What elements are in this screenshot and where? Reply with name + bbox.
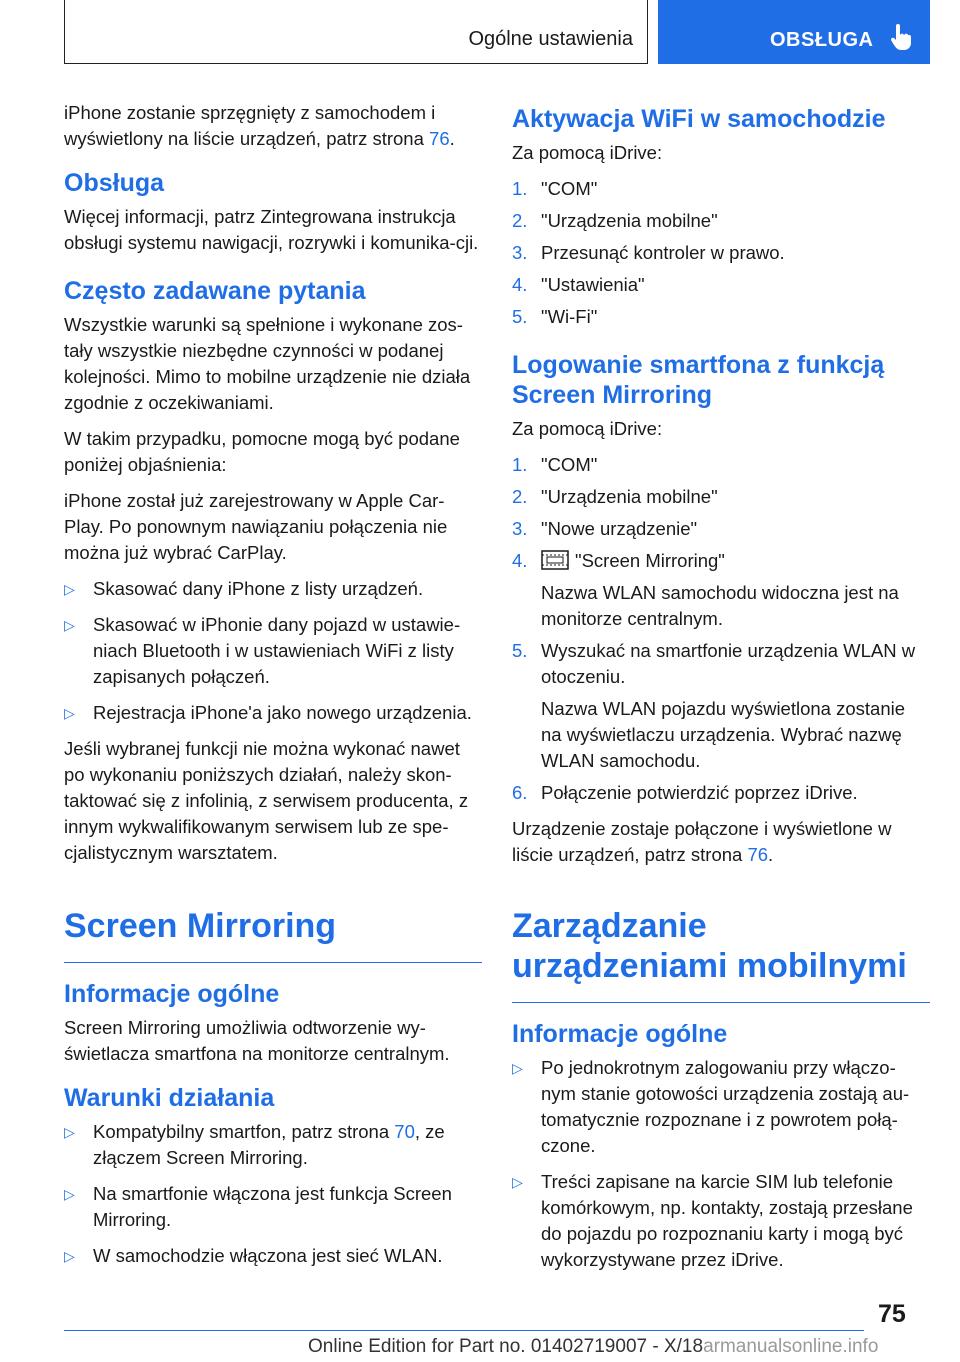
step-note: Nazwa WLAN pojazdu wyświetlona zostanie na wyświetlaczu urządzenia. Wybrać nazwę WLAN samochodu. xyxy=(541,698,906,771)
step-item xyxy=(512,780,930,806)
list-item-text: Skasować w iPhonie dany pojazd w ustawie-niach Bluetooth i w ustawieniach WiFi z listy zapisanych połączeń. xyxy=(93,614,461,687)
step-item xyxy=(512,452,930,478)
login-heading: Logowanie smartfona z funkcją Screen Mirroring xyxy=(512,351,885,409)
step-number: 1. xyxy=(512,178,528,199)
section-title: Ogólne ustawienia xyxy=(468,28,633,50)
step-text: Połączenie potwierdzić poprzez iDrive. xyxy=(541,782,858,803)
edition-text: Online Edition for Part no. 01402719007 - X/18 xyxy=(308,1336,704,1357)
triangle-bullet-icon: ▷ xyxy=(512,1174,523,1190)
chapter-title: OBSŁUGA xyxy=(770,29,874,51)
step-text: "Screen Mirroring" xyxy=(575,550,725,571)
triangle-bullet-icon: ▷ xyxy=(64,1186,75,1202)
right-column xyxy=(512,100,930,1283)
list-item xyxy=(64,1181,482,1233)
step-number: 5. xyxy=(512,640,528,661)
step-item xyxy=(512,240,930,266)
list-item xyxy=(512,1169,930,1273)
step-item xyxy=(512,484,930,510)
footer-edition xyxy=(308,1336,878,1358)
list-item xyxy=(64,700,482,726)
manage-title: Zarządzanie urządzeniami mobilnymi xyxy=(512,907,907,985)
info-heading: Informacje ogólne xyxy=(64,980,280,1008)
manage-bullet-list xyxy=(512,1055,930,1273)
hand-pointer-icon xyxy=(890,24,912,50)
step-text: "COM" xyxy=(541,454,598,475)
result-end: . xyxy=(768,844,774,865)
step-number: 4. xyxy=(512,550,528,571)
login-lead: Za pomocą iDrive: xyxy=(512,418,663,439)
faq-paragraph: iPhone został już zarejestrowany w Apple Car-Play. Po ponownym nawiązaniu połączenia nie można już wybrać CarPlay. xyxy=(64,490,448,563)
step-number: 2. xyxy=(512,486,528,507)
list-item xyxy=(64,1119,482,1171)
step-number: 3. xyxy=(512,242,528,263)
list-item xyxy=(512,1055,930,1159)
list-item xyxy=(64,1243,482,1269)
section-divider xyxy=(512,1002,930,1003)
faq-bullet-list xyxy=(64,576,482,726)
faq-paragraph: W takim przypadku, pomocne mogą być podane poniżej objaśnienia: xyxy=(64,428,460,475)
step-text: "COM" xyxy=(541,178,598,199)
list-item-text: Po jednokrotnym zalogowaniu przy włączo-nym stanie gotowości urządzenia zostają au-tomatycznie rozpoznane i z powrotem połą-czone. xyxy=(541,1057,910,1156)
page-link[interactable]: 70 xyxy=(394,1121,415,1142)
list-item-text: Skasować dany iPhone z listy urządzeń. xyxy=(93,578,424,599)
step-text: "Urządzenia mobilne" xyxy=(541,486,718,507)
step-item xyxy=(512,272,930,298)
step-item xyxy=(512,208,930,234)
triangle-bullet-icon: ▷ xyxy=(64,1248,75,1264)
step-number: 4. xyxy=(512,274,528,295)
intro-paragraph xyxy=(64,100,482,152)
triangle-bullet-icon: ▷ xyxy=(512,1060,523,1076)
triangle-bullet-icon: ▷ xyxy=(64,617,75,633)
step-note: Nazwa WLAN samochodu widoczna jest na monitorze centralnym. xyxy=(541,582,899,629)
screen-mirroring-title: Screen Mirroring xyxy=(64,907,337,945)
triangle-bullet-icon: ▷ xyxy=(64,581,75,597)
list-item-text: Treści zapisane na karcie SIM lub telefonie komórkowym, np. kontakty, zostają przesłane do pojazdu po rozpoznaniu karty i mogą być wykorzystywane przez iDrive. xyxy=(541,1171,913,1270)
faq-heading: Często zadawane pytania xyxy=(64,277,366,305)
list-item-text: Na smartfonie włączona jest funkcja Screen Mirroring. xyxy=(93,1183,452,1230)
step-text: Przesunąć kontroler w prawo. xyxy=(541,242,785,263)
wifi-lead: Za pomocą iDrive: xyxy=(512,142,663,163)
step-text: "Nowe urządzenie" xyxy=(541,518,698,539)
triangle-bullet-icon: ▷ xyxy=(64,1124,75,1140)
section-divider xyxy=(64,962,482,963)
obsluga-text: Więcej informacji, patrz Zintegrowana instrukcja obsługi systemu nawigacji, rozrywki i komunika-cji. xyxy=(64,206,479,253)
faq-paragraph: Jeśli wybranej funkcji nie można wykonać nawet po wykonaniu poniższych działań, należy skon-taktować się z infolinią, z serwisem producenta, z innym wykwalifikowanym serwisem lub ze spe-cjalistycznym warsztatem. xyxy=(64,738,469,863)
list-item-text: W samochodzie włączona jest sieć WLAN. xyxy=(93,1245,443,1266)
step-item xyxy=(512,638,930,774)
intro-end: . xyxy=(449,128,455,149)
obsluga-heading: Obsługa xyxy=(64,169,165,197)
step-number: 3. xyxy=(512,518,528,539)
left-column xyxy=(64,100,482,1279)
list-item-text: Rejestracja iPhone'a jako nowego urządzenia. xyxy=(93,702,472,723)
faq-paragraph: Wszystkie warunki są spełnione i wykonane zos-tały wszystkie niezbędne czynności w podanej kolejności. Mimo to mobilne urządzenie nie działa zgodnie z oczekiwaniami. xyxy=(64,314,471,413)
watermark-text: armanualsonline.info xyxy=(703,1336,879,1357)
screen-mirroring-icon xyxy=(541,550,569,570)
step-item xyxy=(512,548,930,632)
chapter-tab xyxy=(658,0,930,64)
conditions-list xyxy=(64,1119,482,1269)
step-number: 2. xyxy=(512,210,528,231)
step-number: 6. xyxy=(512,782,528,803)
login-steps xyxy=(512,452,930,806)
list-item xyxy=(64,576,482,602)
triangle-bullet-icon: ▷ xyxy=(64,705,75,721)
footer-divider xyxy=(64,1330,864,1331)
section-tab xyxy=(64,0,648,64)
step-text: "Ustawienia" xyxy=(541,274,645,295)
step-text: Wyszukać na smartfonie urządzenia WLAN w otoczeniu. xyxy=(541,640,916,687)
step-number: 5. xyxy=(512,306,528,327)
wifi-heading: Aktywacja WiFi w samochodzie xyxy=(512,105,886,133)
step-text: "Urządzenia mobilne" xyxy=(541,210,718,231)
step-text: "Wi-Fi" xyxy=(541,306,598,327)
page-link[interactable]: 76 xyxy=(429,128,450,149)
login-result xyxy=(512,816,930,868)
step-item xyxy=(512,304,930,330)
page-number: 75 xyxy=(878,1300,906,1328)
step-item xyxy=(512,516,930,542)
page-header xyxy=(64,0,930,64)
result-text: Urządzenie zostaje połączone i wyświetlone w liście urządzeń, patrz strona xyxy=(512,818,892,865)
list-item xyxy=(64,612,482,690)
list-item-text: Kompatybilny smartfon, patrz strona xyxy=(93,1121,395,1142)
info-text: Screen Mirroring umożliwia odtworzenie wy-świetlacza smartfona na monitorze centralnym. xyxy=(64,1017,450,1064)
wifi-steps xyxy=(512,176,930,330)
conditions-heading: Warunki działania xyxy=(64,1084,275,1112)
intro-text: iPhone zostanie sprzęgnięty z samochodem i wyświetlony na liście urządzeń, patrz strona xyxy=(64,102,436,149)
page-link[interactable]: 76 xyxy=(747,844,769,865)
step-item xyxy=(512,176,930,202)
list-item-text: , ze złączem Screen Mirroring. xyxy=(93,1121,445,1168)
step-number: 1. xyxy=(512,454,528,475)
manage-info-heading: Informacje ogólne xyxy=(512,1020,728,1048)
